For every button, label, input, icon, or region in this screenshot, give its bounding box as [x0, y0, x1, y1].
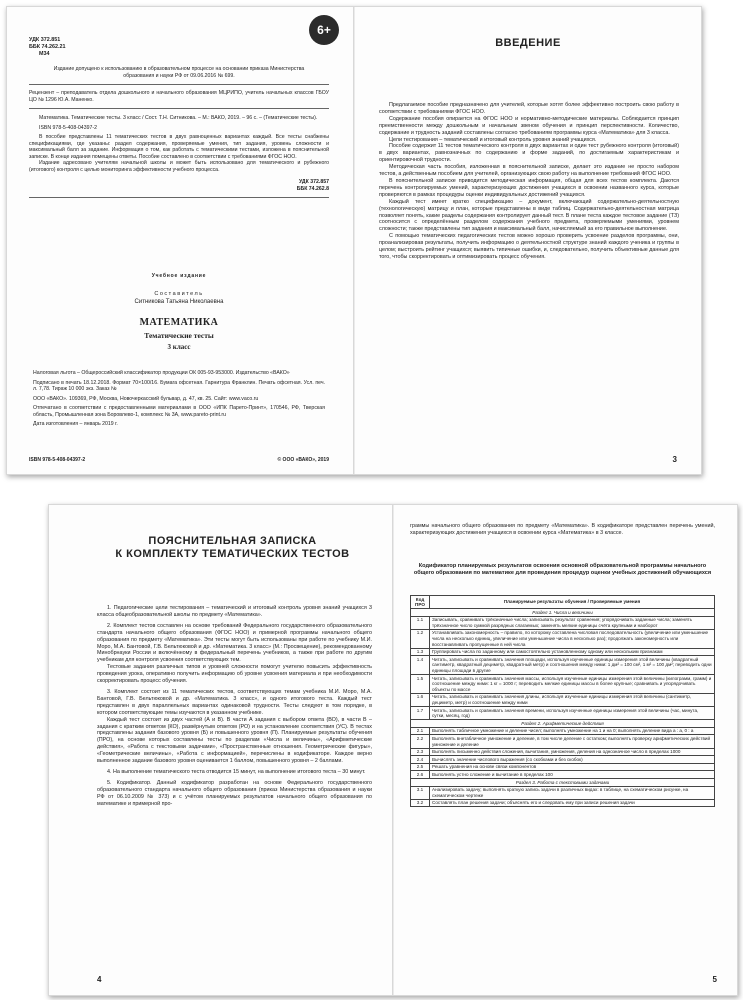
row-code: 2.6 — [411, 771, 430, 779]
section-title: Раздел 2. Арифметические действия — [411, 720, 715, 728]
page-2-imprint — [7, 7, 353, 474]
row-description: Записывать, сравнивать трёхзначные числа; записывать результат сравнения; упорядочивать заданные числа; заменять трёхзначное число суммой разрядных слагаемых; заменять мелкие единицы счёта крупными и наоборот — [430, 616, 715, 629]
codifier-table-body — [411, 609, 715, 807]
row-description: Выполнять табличное умножение и деление чисел; выполнять умножение на 1 и на 0; выполнять деление вида а : а, 0 : а — [430, 727, 715, 735]
table-row — [411, 629, 715, 648]
row-description: Выполнять внетабличное умножение и деление, в том числе деление с остатком; выполнять проверку арифметических действий умножение и деление — [430, 735, 715, 748]
column-header-description: Планируемые результаты обучения / Проверяемые умения — [430, 596, 715, 609]
row-description: Читать, записывать и сравнивать значения длины, используя изученные единицы измерения этой величины (сантиметр, дециметр, метр) и соотношение между ними — [430, 693, 715, 706]
table-row — [411, 748, 715, 756]
table-row — [411, 735, 715, 748]
publication-line-1: Налоговая льгота – Общероссийский классификатор продукции ОК 005-93-953000. Издательство «ВАКО» — [33, 370, 290, 376]
note-paragraph: 2. Комплект тестов составлен на основе требований Федерального государственного образовательного стандарта начального общего образования (ФГОС НОО) и примерной программы начального общего образования по предмету «Математика». Эти тесты могут быть использованы при работе по учебнику М.И. Моро, М.А. Бантовой, Г.В. Бельтюковой и др. «Математика. 3 класс» (М.: Просвещение), рекомендованному Минобрнауки России и включённому в федеральный перечень учебников, а также при работе по другим учебникам для контроля усвоения соответствующих тем. — [97, 622, 372, 664]
codifier-title: Кодификатор планируемых результатов освоения основной образовательной программы начального общего образования по математике для проведения процедур оценки учебных достижений обучающихся — [413, 563, 712, 576]
row-code: 1.4 — [411, 656, 430, 675]
explanatory-note-heading — [93, 535, 372, 561]
row-description: Группировать числа по заданному или самостоятельно установленному одному или нескольким признакам — [430, 648, 715, 656]
continued-text — [410, 523, 715, 537]
codifier-title-block — [410, 563, 715, 577]
publication-line-4: Отпечатано в соответствии с предоставленными материалами в ООО «ИПК Парето-Принт», 170546, РФ, Тверская область, Промышленная зона Боровлево-1, комплекс № 3А, www.pareto-print.ru — [33, 405, 325, 418]
row-code: 1.1 — [411, 616, 430, 629]
intro-paragraph: В пояснительной записке приводится методическая информация, общая для всех тестов комплекта. Даются перечень контролируемых умений, характеризующих достижения учащихся в освоении названного курса, которые проверяются в рамках процедуры оценки индивидуальных достижений учащихся. — [379, 177, 679, 198]
table-row — [411, 675, 715, 694]
row-description: Читать, записывать и сравнивать значения площади, используя изученные единицы измерения этой величины (квадратный сантиметр, квадратный дециметр, квадратный метр) и соотношения между ними: 1 дм² = 100 см², 1 м² = 100 дм²; переводить одни единицы площади в другие — [430, 656, 715, 675]
page-2-footer — [29, 457, 329, 463]
table-header-row — [411, 596, 715, 609]
top-spread — [6, 6, 702, 475]
page-number: 4 — [97, 975, 102, 984]
table-row — [411, 786, 715, 799]
intro-paragraph: Каждый тест имеет кратко спецификацию – документ, включающий содержательно-деятельностную (технологическую) матрицу и план, которые представлены в виде таблиц. Содержательно-деятельностная матрица позволяет понять, какие разделы содержания контролирует данный тест. В плане теста каждое тестовое задание (ТЗ) соотносится с определённым разделом содержания учебного предмета, проверяемыми умениями, уровнем сложности; также представлены тип задания и максимальный балл, начисляемый за его правильное выполнение. — [379, 198, 679, 233]
page-number: 3 — [672, 455, 677, 464]
table-section-row — [411, 720, 715, 728]
intro-paragraph: С помощью тематических педагогических тестов можно хорошо проверить усвоение разделов программы, они, проанализировав результаты, получить информацию о деятельностной структуре знаний каждого ученика и группы в целом; выстроить рейтинг учащихся; выявить типичные ошибки, и, следовательно, получить объективные данные для того, чтобы скорректировать и оптимизировать процесс обучения. — [379, 233, 679, 260]
heading-line-2: К КОМПЛЕКТУ ТЕМАТИЧЕСКИХ ТЕСТОВ — [115, 548, 350, 560]
compiler-name: Ситникова Татьяна Николаевна — [134, 299, 224, 305]
row-description: Читать, записывать и сравнивать значения времени, используя изученные единицы измерения этой величины (час, минута, сутки, месяц, год) — [430, 707, 715, 720]
column-header-code: Код ПРО — [411, 596, 430, 609]
row-code: 2.5 — [411, 763, 430, 771]
publication-line-2: Подписано в печать 18.12.2018. Формат 70×100/16. Бумага офсетная. Гарнитура Франклин. Печать офсетная. Усл. печ. л. 7,78. Тираж 10 000 экз. Заказ № — [33, 379, 325, 392]
note-paragraph: 3. Комплект состоит из 11 тематических тестов, соответствующих темам учебника М.И. Моро, М.А. Бантовой, Г.В. Бельтюковой и др. «Математика. 3 класс», и одного итогового теста. Каждый тест представлен в двух параллельных вариантах одинаковой трудности. Тесты следуют в том порядке, в котором соответствующие темы изучаются в указанном учебнике. — [97, 688, 372, 716]
table-row — [411, 756, 715, 764]
row-description: Вычислять значение числового выражения (со скобками и без скобок) — [430, 756, 715, 764]
publication-data — [33, 370, 325, 428]
table-row — [411, 799, 715, 807]
udk-code: УДК 372.851 — [29, 37, 61, 43]
row-code: 1.7 — [411, 707, 430, 720]
publication-line-5: Дата изготовления – январь 2019 г. — [33, 421, 118, 427]
row-description: Выполнять устно сложение и вычитание в пределах 100 — [430, 771, 715, 779]
note-paragraph: Тестовые задания различных типов и уровней сложности помогут учителю повысить эффективность проведения урока, оперативно получить информацию об уровне усвоения материала и при необходимости скорректировать процесс обучения. — [97, 664, 372, 685]
book-subtitle: Тематические тесты — [144, 331, 214, 340]
table-row — [411, 707, 715, 720]
row-description: Читать, записывать и сравнивать значения массы, используя изученные единицы измерения этой величины (килограмм, грамм) и соотношение между ними: 1 кг = 1000 г; переводить мелкие единицы массы в более крупные; сравнивать и упорядочивать объекты по массе — [430, 675, 715, 694]
title-block — [29, 273, 329, 351]
introduction-heading: ВВЕДЕНИЕ — [495, 37, 561, 49]
book-grade: 3 класс — [167, 343, 191, 351]
row-code: 1.3 — [411, 648, 430, 656]
codes-right — [29, 179, 329, 192]
copyright: © ООО «ВАКО», 2019 — [277, 457, 329, 463]
intro-paragraph: Содержание пособия опирается на ФГОС НОО и нормативно-методические материалы. Соблюдается принцип преемственности между дошкольным и начальным звеном обучения и принцип перспективности. Количество, содержание и трудность заданий составлены согласно требованиям программы курса «Математика» для 3 класса. — [379, 115, 679, 136]
heading-line-1: ПОЯСНИТЕЛЬНАЯ ЗАПИСКА — [148, 535, 317, 547]
row-description: Анализировать задачу; выполнять краткую запись задачи в различных видах: в таблице, на схематическом рисунке, на схематическом чертеже — [430, 786, 715, 799]
reviewer-text: Рецензент – преподаватель отдела дошкольного и начального образования МЦРИПО, учитель начальных классов ГБОУ ЦО № 1296 Ю.А. Маненко. — [29, 90, 329, 103]
book-title: МАТЕМАТИКА — [139, 317, 219, 328]
publication-line-3: ООО «ВАКО». 109369, РФ, Москва, Новочеркасский бульвар, д. 47, кв. 25. Сайт: www.vaco.ru — [33, 395, 259, 402]
section-title: Раздел 1. Числа и величины — [411, 609, 715, 617]
bbk-code-right: ББК 74.262.8 — [296, 185, 329, 192]
row-code: 1.6 — [411, 693, 430, 706]
row-code: 3.2 — [411, 799, 430, 807]
age-rating-badge: 6+ — [309, 15, 339, 45]
note-paragraph: 1. Педагогические цели тестирования – тематический и итоговый контроль уровня знаний учащихся 3 класса общеобразовательной школы по предмету «Математика». — [97, 605, 372, 618]
bottom-spread — [48, 504, 738, 996]
annotation-paragraph-2: Издание адресовано учителям начальной школы и может быть использовано для тематического и рубежного (итогового) контроля с целью мониторинга эффективности учебного процесса. — [29, 160, 329, 173]
edition-type: Учебное издание — [151, 273, 207, 279]
row-description: Устанавливать закономерность – правило, по которому составлена числовая последовательность (увеличение или уменьшение числа на несколько единиц, увеличение или уменьшение числа в несколько раз); продолжать закономерность или восстанавливать пропущенные в ней числа — [430, 629, 715, 648]
intro-paragraph: Пособие содержит 11 тестов тематического контроля в двух вариантах и один тест рубежного контроля (итоговый) в двух вариантах, равнозначных по содержанию и форме заданий, по достигаемым характеристикам и ориентировочной трудности. — [379, 143, 679, 164]
note-paragraph: 4. На выполнение тематического теста отводится 15 минут, на выполнение итогового теста – 30 минут. — [107, 768, 366, 775]
table-row — [411, 656, 715, 675]
compiler-role: Составитель — [154, 291, 204, 297]
intro-paragraph: Цели тестирования – тематический и итоговый контроль уровня знаний учащихся. — [389, 136, 597, 143]
row-code: 1.5 — [411, 675, 430, 694]
table-row — [411, 648, 715, 656]
codifier-table — [410, 595, 715, 807]
udk-code-right: УДК 372.857 — [298, 179, 329, 185]
isbn-line: ISBN 978-5-408-04397-2 — [39, 124, 97, 131]
row-code: 2.3 — [411, 748, 430, 756]
row-code: 2.4 — [411, 756, 430, 764]
isbn-footer: ISBN 978-5-408-04397-2 — [29, 457, 86, 463]
table-section-row — [411, 779, 715, 787]
approval-text: Издание допущено к использованию в образовательном процессе на основании приказа Министерства образования и науки РФ от 09.06.2016 № 699. — [53, 66, 305, 79]
row-code: 3.1 — [411, 786, 430, 799]
table-row — [411, 616, 715, 629]
explanatory-note-body — [97, 605, 372, 807]
table-row — [411, 763, 715, 771]
intro-paragraph: Предлагаемое пособие предназначено для учителей, которые хотят более эффективно построить свою работу в соответствии с требованиями ФГОС НОО. — [379, 102, 679, 115]
note-paragraph: Каждый тест состоит из двух частей (А и В). В части А задания с выбором ответа (ВО), в части В – задания с кратким ответом (КО), развёрнутым ответом (РО) и на установление соответствия (УС). В тестах представлены задания базового уровня (Б) и повышенного уровня (П). Планируемые результаты обучения (ПРО), на основе которых составлены тесты по разделам «Числа и величины», «Арифметические действия», «Работа с текстовыми задачами», «Пространственные отношения. Геометрические фигуры», «Геометрические величины», «Работа с информацией», перечислены в кодификаторе. Каждое верно выполненное задание базового уровня оценивается 1 баллом, повышенного уровня – 2 баллами. — [97, 716, 372, 765]
bbk-code: ББК 74.262.21 — [29, 44, 66, 50]
page-5-codifier — [394, 505, 737, 995]
classification-codes — [29, 37, 329, 58]
row-description: Составлять план решения задачи; объяснять его и следовать ему при записи решения задачи — [430, 799, 715, 807]
bibliographic-record: Математика. Тематические тесты. 3 класс / Сост. Т.Н. Ситникова. – М.: ВАКО, 2019. – 96 с. – (Тематические тесты). — [39, 115, 318, 121]
table-row — [411, 693, 715, 706]
author-mark: М34 — [39, 51, 50, 57]
row-code: 1.2 — [411, 629, 430, 648]
row-description: Выполнять письменно действия сложения, вычитания, умножения, деления на однозначное число в пределах 1000 — [430, 748, 715, 756]
row-code: 2.1 — [411, 727, 430, 735]
table-section-row — [411, 609, 715, 617]
intro-paragraph: Методическая часть пособия, изложенная в пояснительной записке, делает это издание не просто набором тестов, а действенным пособием для учителей, организующих свою работу на выполнение требований ФГОС НОО. — [379, 164, 679, 178]
continued-paragraph: граммы начального общего образования по предмету «Математика». В кодификаторе представлен перечень умений, характеризующих достижения учащихся в освоении курса «Математика» в 3 классе. — [410, 523, 715, 536]
introduction-body — [379, 102, 679, 261]
row-code: 2.2 — [411, 735, 430, 748]
note-paragraph: 5. Кодификатор. Данный кодификатор разработан на основе Федерального государственного образовательного стандарта начального общего образования (приказ Министерства образования и науки РФ от 06.10.2009 № 373) и с учётом планируемых результатов начального общего образования по математике и примерной про- — [97, 779, 372, 807]
section-title: Раздел 3. Работа с текстовыми задачами — [411, 779, 715, 787]
imprint-block — [29, 37, 329, 203]
page-4-explanatory-note — [49, 505, 392, 995]
annotation-paragraph-1: В пособие представлены 11 тематических тестов в двух равноценных вариантах каждый. Все тесты снабжены спецификациями, где указаны: раздел содержания, проверяемые умения, тип задания, уровень сложности и максимальный балл за задание. Информация о том, как работать с тематическими тестами, изложена в пояснительной записке. В конце издания помещены ответы. Пособие составлено в соответствии с требованиями ФГОС НОО. — [29, 134, 329, 160]
row-description: Решать уравнения на основе связи компонентов — [430, 763, 715, 771]
table-row — [411, 771, 715, 779]
table-row — [411, 727, 715, 735]
page-number: 5 — [712, 975, 717, 984]
page-3-introduction — [355, 7, 701, 474]
